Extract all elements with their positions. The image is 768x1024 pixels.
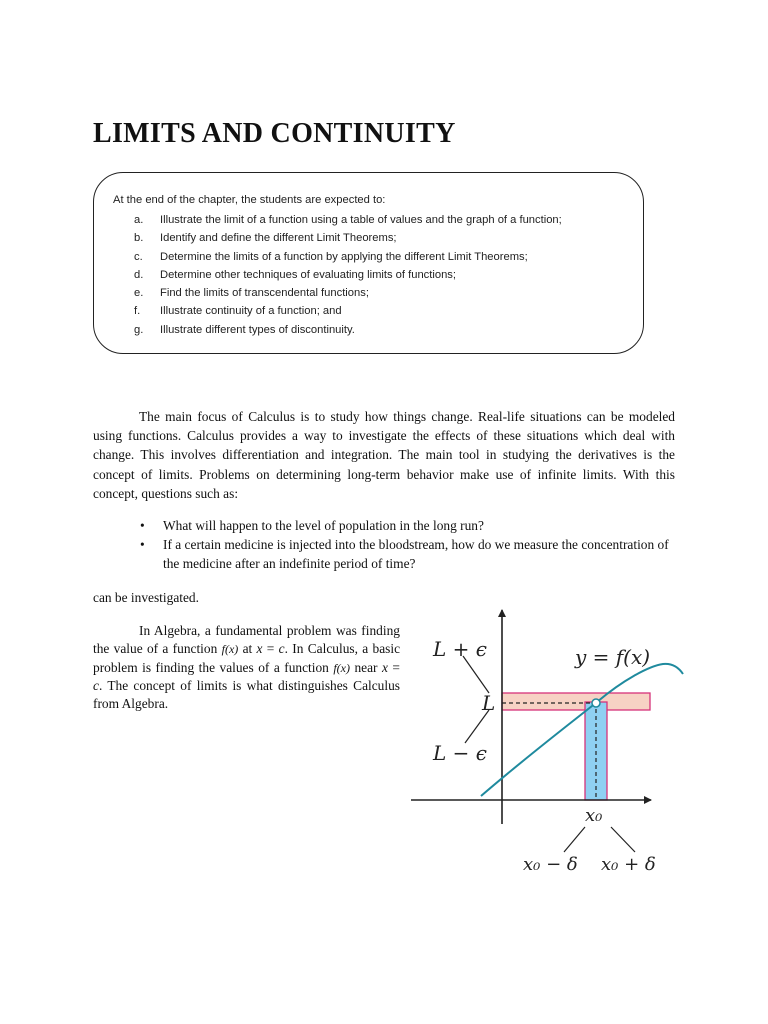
page-title: LIMITS AND CONTINUITY (93, 118, 456, 149)
limit-graph (405, 598, 690, 888)
objective-letter: d. (134, 268, 144, 281)
text-run: . The concept of limits is what distinguishes Calculus from Algebra. (93, 677, 400, 712)
objective-text: Illustrate the limit of a function using a table of values and the graph of a function; (160, 214, 562, 226)
math-fx: f(x) (333, 660, 350, 675)
objective-text: Illustrate continuity of a function; and (160, 305, 342, 318)
objective-item (134, 248, 562, 266)
algebra-paragraph (93, 622, 400, 713)
text-run: at (238, 641, 257, 657)
objective-letter: f. (134, 305, 141, 318)
objective-letter: g. (134, 323, 144, 336)
objective-item (134, 229, 562, 247)
objective-text: Identify and define the different Limit Theorems; (160, 232, 397, 245)
label-L: L (482, 691, 496, 715)
math-c: c (278, 641, 285, 657)
epsilon-band (502, 693, 650, 710)
objective-item (134, 284, 562, 302)
math-x: x (382, 659, 388, 675)
objective-item (134, 211, 562, 229)
pointer-x0-plus-delta (611, 827, 635, 852)
objective-text: Determine other techniques of evaluating limits of functions; (160, 268, 457, 281)
objective-letter: b. (134, 232, 144, 245)
objective-letter: a. (134, 214, 144, 226)
objective-letter: e. (134, 287, 144, 300)
label-x0-plus-delta: x₀ + δ (601, 854, 656, 875)
questions-list (140, 516, 675, 574)
label-L-minus-epsilon: L − ϵ (433, 741, 487, 765)
objectives-list (134, 211, 562, 339)
investigated-paragraph: can be investigated. (93, 590, 199, 605)
objective-item (134, 266, 562, 284)
objectives-intro: At the end of the chapter, the students are expected to: (113, 194, 386, 206)
question-item: • If a certain medicine is injected into the bloodstream, how do we measure the concentration of the medicine after an indefinite period of time? (140, 535, 675, 573)
pointer-L-plus-eps (463, 656, 489, 693)
math-fx: f(x) (221, 642, 239, 657)
objectives-box (93, 172, 644, 354)
label-x0-minus-delta: x₀ − δ (523, 854, 578, 875)
objective-item (134, 302, 562, 320)
label-x0: x₀ (585, 805, 603, 826)
text-run: In Algebra, a fundamental problem was finding the value of a function (93, 623, 400, 657)
function-curve (481, 664, 683, 796)
math-c: c (93, 677, 99, 693)
intro-paragraph: The main focus of Calculus is to study how things change. Real-life situations can be modeled using functions. Calculus provides a way to investigate the effects of these situations which deal with change. This involves differentiation and integration. The main tool in studying the derivatives is the concept of limits. Problems on determining long-term behavior make use of infinite limits. With this concept, questions such as: (93, 409, 675, 501)
text-run: = (262, 641, 279, 657)
objective-text: Determine the limits of a function by applying the different Limit Theorems; (160, 250, 528, 263)
math-x: x (256, 641, 263, 657)
objective-text: Find the limits of transcendental functions; (160, 287, 369, 300)
pointer-x0-minus-delta (564, 827, 585, 852)
limit-point (592, 699, 600, 707)
text-run: near (350, 659, 382, 675)
objective-letter: c. (134, 250, 143, 263)
label-L-plus-epsilon: L + ϵ (433, 637, 487, 661)
label-curve: y = f(x) (575, 645, 651, 669)
text-run: = (387, 659, 400, 675)
objective-text: Illustrate different types of discontinuity. (160, 323, 355, 336)
text-run: . In Calculus, a basic problem is finding the values of a function (93, 641, 401, 675)
objective-item (134, 321, 562, 339)
question-item: • What will happen to the level of population in the long run? (140, 516, 675, 535)
